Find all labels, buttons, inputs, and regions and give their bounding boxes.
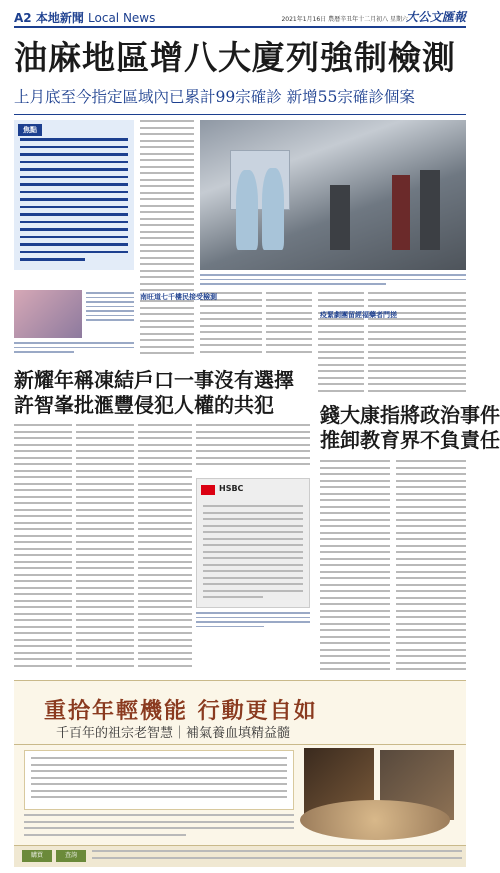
queue-figures <box>420 170 440 250</box>
article-column <box>140 300 194 360</box>
sidebar-heading: 南旺道七千樓民接受檢測 <box>140 293 217 301</box>
article-column <box>396 460 466 675</box>
ad-divider <box>14 744 466 745</box>
article-column <box>320 460 390 675</box>
issue-date: 2021年1月16日 農曆辛丑年十二月初八 星期六 <box>281 16 408 23</box>
ad-enquiry-button[interactable]: 查詢 <box>56 850 86 862</box>
inset-photo-caption <box>86 292 134 336</box>
ad-ginseng-image <box>300 800 450 840</box>
third-headline-line: 錢大康指將政治事件 <box>320 403 500 427</box>
queue-figures <box>392 175 410 250</box>
article-column <box>138 424 192 674</box>
summary-box <box>14 120 134 270</box>
sidebar-heading: 疫緊劇團留經福藥者門搓 <box>320 311 397 319</box>
summary-tag: 焦點 <box>18 124 42 136</box>
article-column <box>196 424 310 474</box>
photo-caption <box>14 342 134 360</box>
ad-subtitle: 千百年的祖宗老智慧｜補氣養血填精益髓 <box>56 726 291 741</box>
main-photo-caption <box>200 274 466 288</box>
third-headline-line: 推卸教育界不負責任 <box>320 428 500 452</box>
health-worker-figure <box>262 168 284 250</box>
article-column <box>368 292 466 402</box>
page-header <box>14 8 466 28</box>
article-column <box>76 424 134 674</box>
section-name-cn: 本地新聞 <box>35 11 84 25</box>
inset-photo <box>14 290 82 338</box>
main-headline: 油麻地區增八大廈列強制檢測 <box>14 38 456 77</box>
ad-text <box>24 814 294 842</box>
article-column <box>140 120 194 300</box>
page-number: A2 <box>14 11 32 25</box>
ad-title: 重拾年輕機能 行動更自如 <box>44 698 318 724</box>
hsbc-letter-photo <box>196 478 310 608</box>
second-headline-line: 新耀年稱凍結戶口一事沒有選擇 <box>14 368 294 392</box>
ad-feature-box <box>24 750 294 810</box>
section-name-en: Local News <box>88 11 156 25</box>
queue-figures <box>330 185 350 250</box>
divider <box>14 114 466 115</box>
hsbc-logo-icon <box>201 485 215 495</box>
article-column <box>318 292 364 402</box>
ad-buy-button[interactable]: 購買 <box>22 850 52 862</box>
second-headline <box>14 368 310 418</box>
article-column <box>200 292 262 362</box>
article-column <box>266 292 312 362</box>
article-column <box>14 424 72 674</box>
third-headline <box>320 403 500 453</box>
hsbc-photo-caption <box>196 612 310 642</box>
page-section-label <box>14 9 155 26</box>
summary-text <box>20 138 128 266</box>
second-headline-line: 許智峯批滙豐侵犯人權的共犯 <box>14 393 274 417</box>
ad-footer-text <box>92 850 462 862</box>
newspaper-logo: 大公文匯報 <box>405 10 466 24</box>
main-subheadline: 上月底至今指定區域內已累計99宗確診 新增55宗確診個案 <box>14 88 415 106</box>
letter-text <box>203 505 303 603</box>
hsbc-logo-text: HSBC <box>219 484 244 493</box>
health-worker-figure <box>236 170 258 250</box>
